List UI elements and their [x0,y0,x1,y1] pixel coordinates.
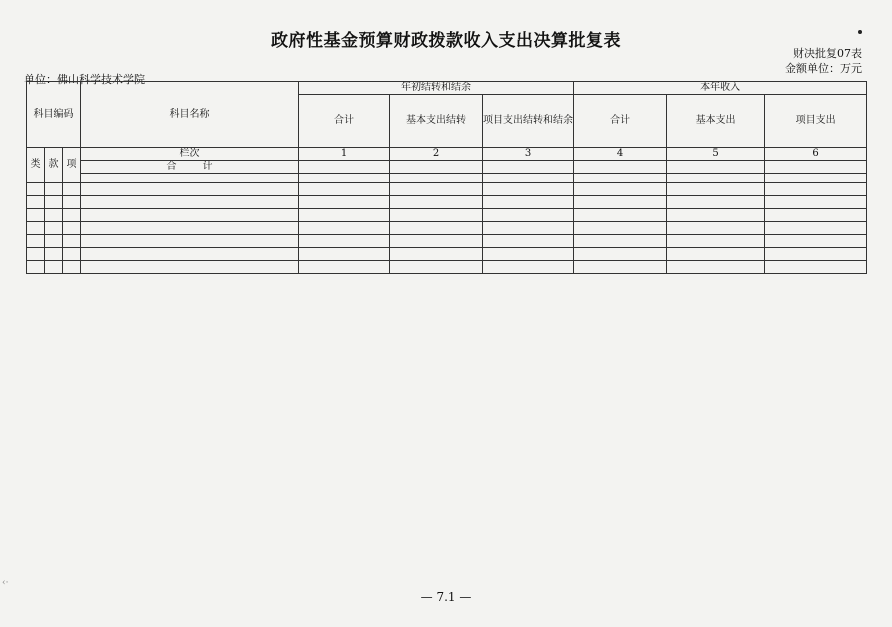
header-section: 款 [45,148,63,183]
ink-dot [858,30,862,34]
scan-edge-mark: ‹· [2,578,9,588]
table-row [27,235,867,248]
table-cell [390,161,483,174]
column-index-label: 栏次 [81,148,299,161]
table-row [27,209,867,222]
approval-table [26,81,867,274]
table-cell [765,161,867,174]
column-index-5: 5 [667,148,765,161]
amount-unit: 金额单位：万元 [785,62,862,75]
table-row [27,196,867,209]
reporting-unit: 单位：佛山科学技术学院 [24,73,145,86]
column-index-6: 6 [765,148,867,161]
table-cell [574,161,667,174]
header-subject-name: 科目名称 [81,82,299,148]
header-begin-balance: 年初结转和结余 [299,82,574,95]
table-cell [390,174,483,183]
header-total-1: 合计 [299,95,390,148]
table-row [27,248,867,261]
column-index-3: 3 [483,148,574,161]
total-label: 合计 [166,161,239,172]
column-index-1: 1 [299,148,390,161]
header-subject-code: 科目编码 [27,82,81,148]
header-basic-expense: 基本支出 [667,95,765,148]
table-cell [483,161,574,174]
table-cell [299,161,390,174]
header-item: 项 [63,148,81,183]
header-total-2: 合计 [574,95,667,148]
header-category: 类 [27,148,45,183]
table-cell [483,174,574,183]
table-cell [81,174,299,183]
header-project-carry: 项目支出结转和结余 [483,95,574,148]
report-title: 政府性基金预算财政拨款收入支出决算批复表 [271,31,621,51]
table-row [27,183,867,196]
table-cell [765,174,867,183]
table-row [27,222,867,235]
header-project-expense: 项目支出 [765,95,867,148]
column-index-2: 2 [390,148,483,161]
page-number: — 7.1 — [420,590,472,604]
table-cell [667,174,765,183]
column-index-4: 4 [574,148,667,161]
table-cell [574,174,667,183]
header-basic-carry: 基本支出结转 [390,95,483,148]
table-cell [299,174,390,183]
table-row [27,261,867,274]
table-cell [667,161,765,174]
header-current-income: 本年收入 [574,82,867,95]
form-number: 财决批复07表 [793,47,862,60]
total-row-label [81,161,299,174]
